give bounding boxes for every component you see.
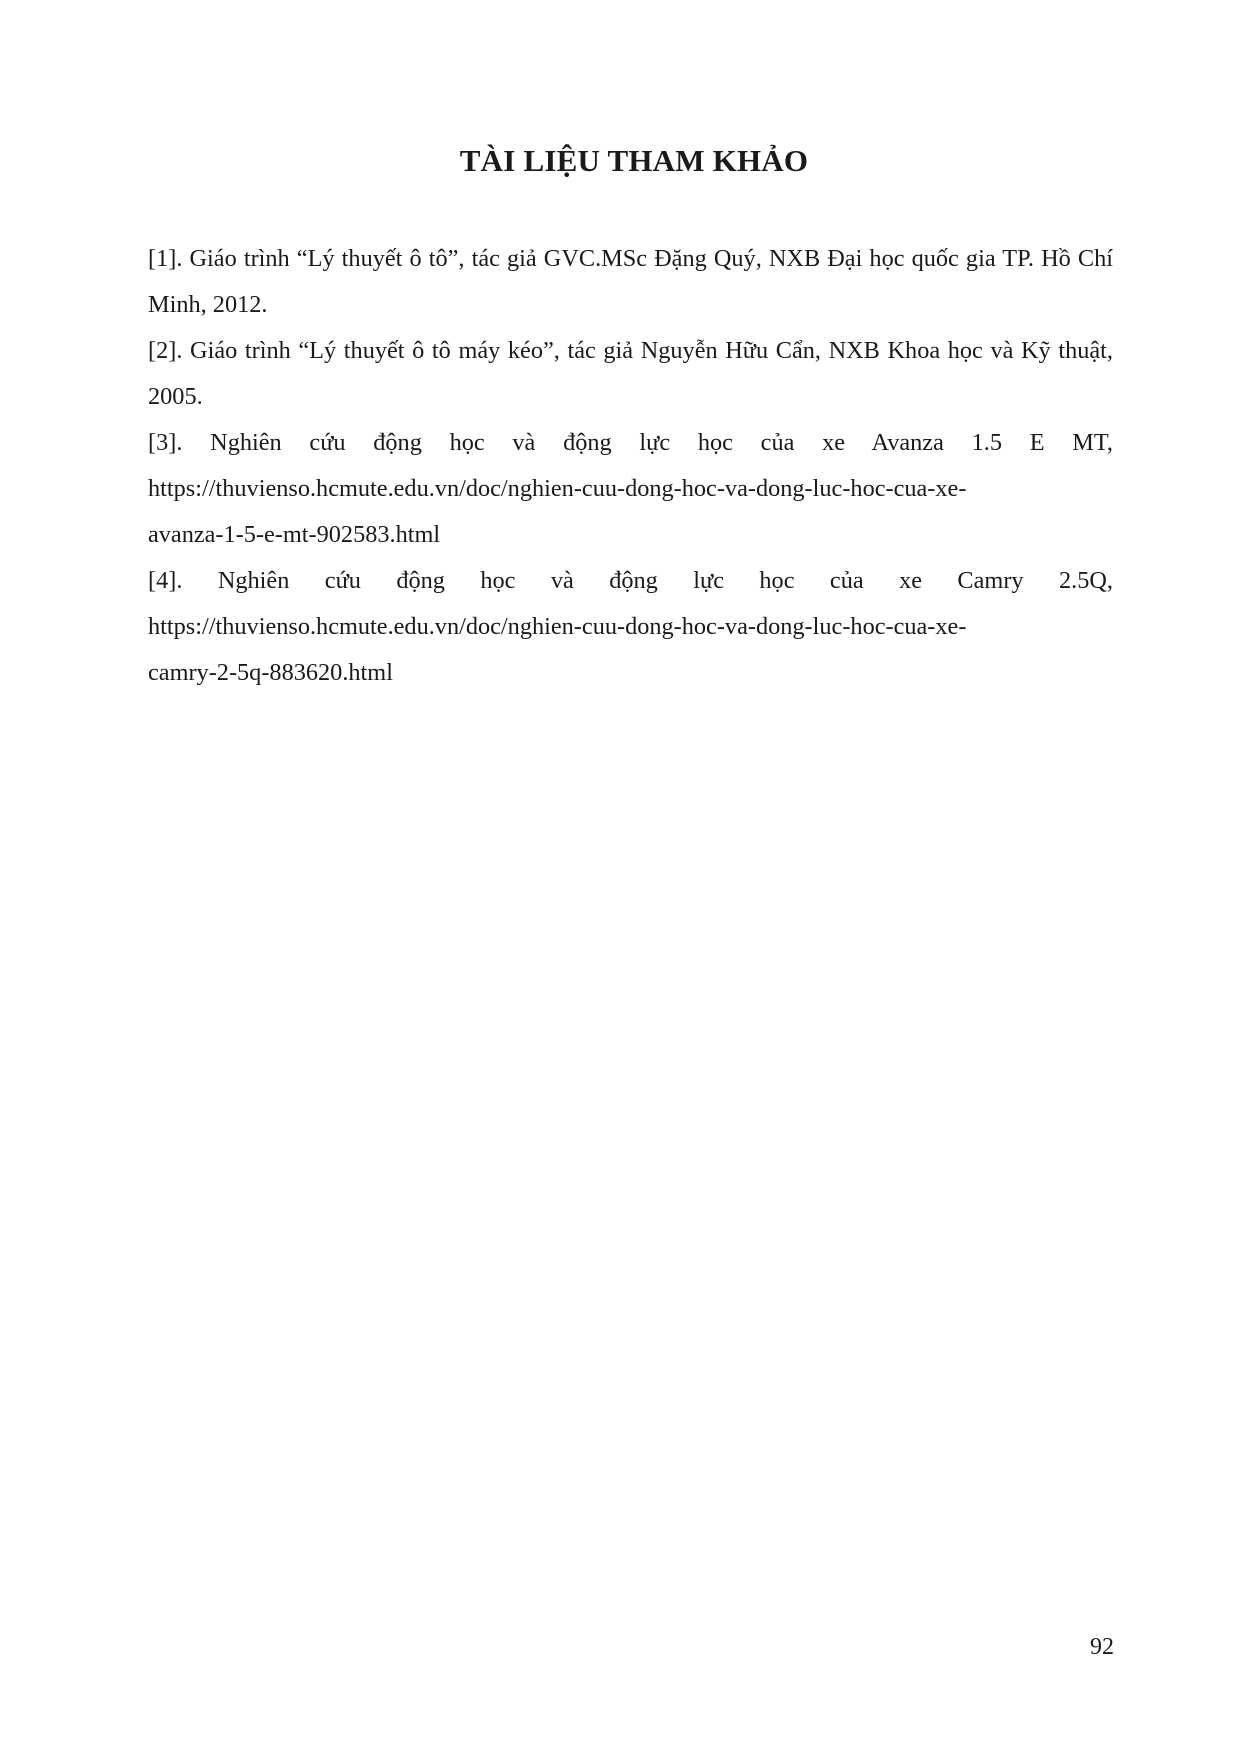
reference-url-line: https://thuvienso.hcmute.edu.vn/doc/nghien-cuu-dong-hoc-va-dong-luc-hoc-cua-xe- [148, 613, 967, 640]
reference-text: [4]. Nghiên cứu động học và động lực học của xe Camry 2.5Q, [148, 567, 1113, 594]
reference-item-3 [148, 420, 1113, 558]
reference-list [148, 236, 1113, 696]
page-title: TÀI LIỆU THAM KHẢO [459, 143, 809, 178]
reference-url-line: https://thuvienso.hcmute.edu.vn/doc/nghien-cuu-dong-hoc-va-dong-luc-hoc-cua-xe- [148, 475, 967, 502]
reference-item-2: [2]. Giáo trình “Lý thuyết ô tô máy kéo”, tác giả Nguyễn Hữu Cẩn, NXB Khoa học và Kỹ thuật, 2005. [148, 337, 1113, 410]
reference-url-line: camry-2-5q-883620.html [148, 659, 393, 686]
reference-url-line: avanza-1-5-e-mt-902583.html [148, 521, 441, 548]
reference-item-1: [1]. Giáo trình “Lý thuyết ô tô”, tác giả GVC.MSc Đặng Quý, NXB Đại học quốc gia TP. Hồ Chí Minh, 2012. [148, 245, 1113, 318]
page-number: 92 [1090, 1634, 1114, 1660]
reference-item-4 [148, 558, 1113, 696]
reference-text: [3]. Nghiên cứu động học và động lực học của xe Avanza 1.5 E MT, [148, 429, 1113, 456]
